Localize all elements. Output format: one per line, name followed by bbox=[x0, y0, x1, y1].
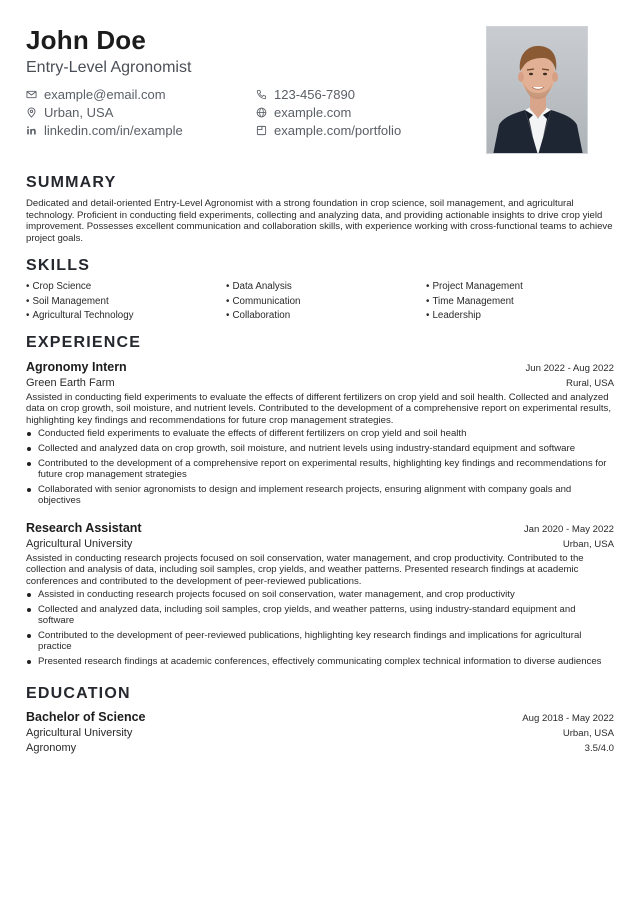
job-description: Assisted in conducting field experiments to evaluate the effects of different fertilizers on crop yield and soil health. Collected and analyzed data on crop growth, soil moisture, and nutrient levels. Contributed to the development of a comprehensive report on experimental results, highlighting key findings and recommendations for future crop management strategies. bbox=[26, 392, 612, 426]
contact-location-text: Urban, USA bbox=[44, 105, 114, 120]
summary-text: Dedicated and detail-oriented Entry-Level Agronomist with a strong foundation in crop science, soil management, and agricultural technology. Proficient in conducting field experiments, collecting and analyzing data, and providing actionable insights to drive crop yield improvement. Possesses excellent communication and collaboration skills, with experience working with cross-functional teams to achieve project goals. bbox=[26, 198, 613, 244]
job-location: Urban, USA bbox=[562, 539, 614, 550]
skills-heading: SKILLS bbox=[26, 257, 91, 274]
list-item: Contributed to the development of peer-reviewed publications, highlighting key research findings and implications for agricultural practice bbox=[26, 630, 614, 653]
resume-header bbox=[26, 0, 614, 165]
education-dates: Aug 2018 - May 2022 bbox=[522, 713, 614, 724]
list-item: Assisted in conducting research projects focused on soil conservation, water management, and crop productivity bbox=[26, 589, 614, 600]
degree-title: Bachelor of Science bbox=[26, 710, 146, 724]
job-description: Assisted in conducting research projects focused on soil conservation, water management, and crop productivity. Contributed to the collection and analysis of data, including soil samples, crop yields, and weather patterns. Presented research findings at academic conferences and contributed to the development of peer-reviewed publications. bbox=[26, 553, 584, 587]
education-heading: EDUCATION bbox=[26, 685, 131, 702]
field-of-study: Agronomy bbox=[26, 742, 77, 754]
candidate-headline: Entry-Level Agronomist bbox=[26, 59, 192, 76]
phone-icon bbox=[256, 89, 267, 100]
job-dates: Jun 2022 - Aug 2022 bbox=[525, 363, 614, 374]
map-pin-icon bbox=[26, 107, 37, 118]
experience-entry bbox=[26, 521, 614, 671]
school-name: Agricultural University bbox=[26, 727, 133, 739]
job-highlights bbox=[26, 589, 614, 667]
list-item: Collected and analyzed data, including soil samples, crop yields, and weather patterns, using industry-standard equipment and software bbox=[26, 604, 614, 627]
skill-item: • Communication bbox=[226, 295, 301, 307]
contact-phone[interactable] bbox=[256, 87, 466, 102]
globe-icon bbox=[256, 107, 267, 118]
contact-portfolio[interactable] bbox=[256, 123, 466, 138]
summary-heading: SUMMARY bbox=[26, 174, 117, 191]
skill-item: • Soil Management bbox=[26, 295, 109, 307]
envelope-icon bbox=[26, 89, 37, 100]
job-highlights bbox=[26, 428, 614, 506]
list-item: Collected and analyzed data on crop growth, soil moisture, and nutrient levels using industry-standard equipment and software bbox=[26, 443, 614, 454]
skill-item: • Data Analysis bbox=[226, 281, 292, 292]
employer-name: Agricultural University bbox=[26, 538, 133, 550]
contact-location bbox=[26, 105, 256, 120]
contact-email[interactable] bbox=[26, 87, 256, 102]
contact-linkedin-text: linkedin.com/in/example bbox=[44, 123, 183, 138]
education-entry bbox=[26, 710, 614, 754]
list-item: Collaborated with senior agronomists to design and implement research projects, ensuring alignment with company goals and objectives bbox=[26, 484, 614, 507]
job-title: Agronomy Intern bbox=[26, 360, 127, 374]
list-item: Presented research findings at academic conferences, effectively communicating complex technical information to diverse audiences bbox=[26, 656, 614, 667]
contact-website[interactable] bbox=[256, 105, 466, 120]
skill-item: • Leadership bbox=[426, 310, 481, 321]
job-title: Research Assistant bbox=[26, 521, 142, 535]
resume-page bbox=[26, 0, 614, 754]
candidate-name: John Doe bbox=[26, 25, 147, 55]
experience-entry bbox=[26, 360, 614, 510]
contact-email-text: example@email.com bbox=[44, 87, 166, 102]
contact-phone-text: 123-456-7890 bbox=[274, 87, 355, 102]
skills-list bbox=[26, 281, 614, 322]
skill-item: • Collaboration bbox=[226, 310, 291, 321]
school-location: Urban, USA bbox=[562, 728, 614, 739]
experience-heading: EXPERIENCE bbox=[26, 334, 142, 351]
contact-portfolio-text: example.com/portfolio bbox=[274, 123, 402, 138]
contact-website-text: example.com bbox=[274, 105, 352, 120]
profile-photo bbox=[486, 26, 588, 154]
job-location: Rural, USA bbox=[566, 378, 614, 389]
contact-list bbox=[26, 87, 466, 138]
list-item: Contributed to the development of a comprehensive report on experimental results, highlighting key findings and recommendations for future crop management strategies bbox=[26, 458, 614, 481]
job-dates: Jan 2020 - May 2022 bbox=[523, 524, 614, 535]
skill-item: • Agricultural Technology bbox=[26, 310, 134, 321]
skill-item: • Crop Science bbox=[26, 281, 92, 292]
skill-item: • Time Management bbox=[426, 295, 514, 307]
contact-linkedin[interactable] bbox=[26, 123, 256, 138]
linkedin-icon bbox=[26, 125, 37, 136]
employer-name: Green Earth Farm bbox=[26, 377, 115, 389]
gpa: 3.5/4.0 bbox=[584, 743, 614, 754]
skill-item: • Project Management bbox=[426, 281, 523, 292]
list-item: Conducted field experiments to evaluate the effects of different fertilizers on crop yield and soil health bbox=[26, 428, 614, 439]
portfolio-icon bbox=[256, 125, 267, 136]
